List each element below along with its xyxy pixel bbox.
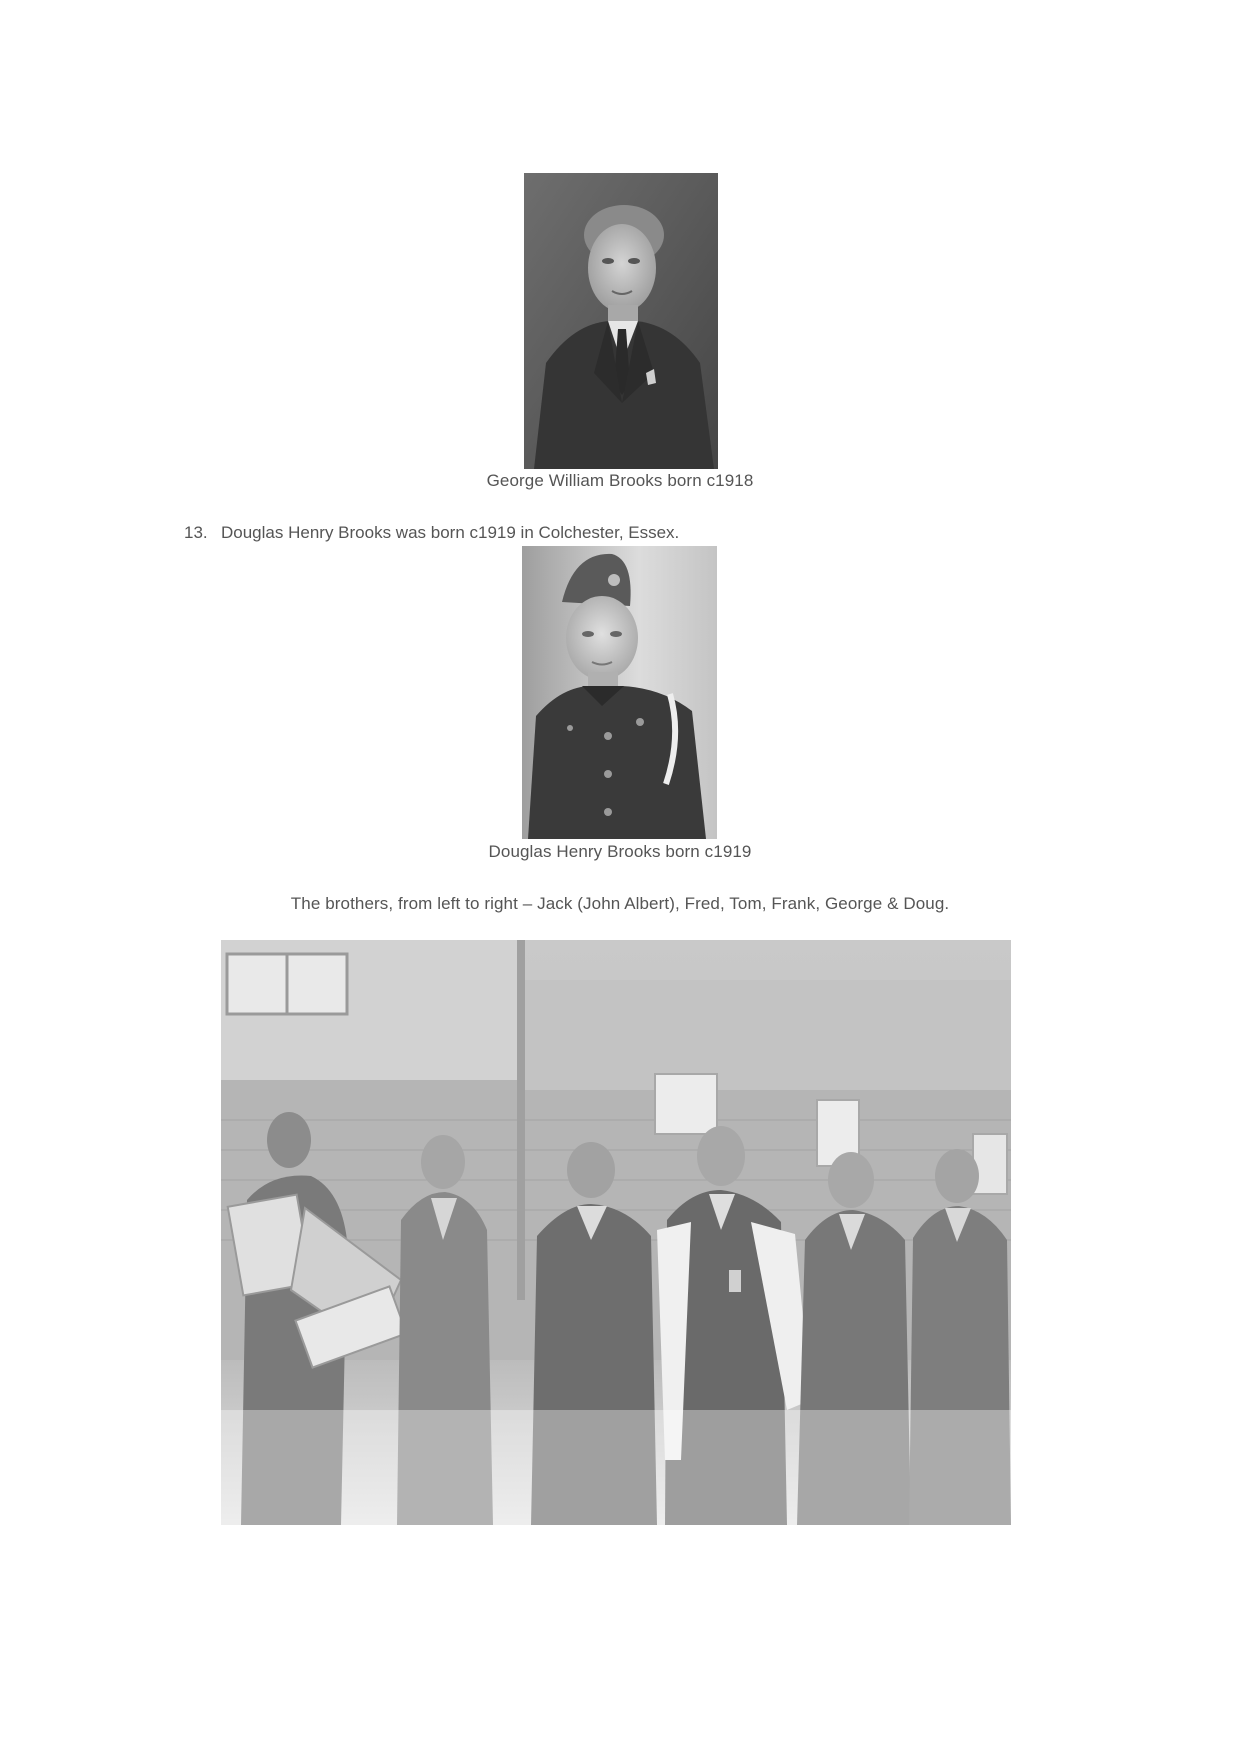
photo-brothers-group <box>221 940 1011 1525</box>
list-item-text: Douglas Henry Brooks was born c1919 in Colchester, Essex. <box>221 523 680 542</box>
caption-brothers: The brothers, from left to right – Jack (John Albert), Fred, Tom, Frank, George & Doug. <box>290 894 950 913</box>
photo-douglas-henry-brooks <box>522 546 717 839</box>
caption-george: George William Brooks born c1918 <box>486 471 754 490</box>
list-item-douglas <box>184 523 679 543</box>
photo-george-william-brooks <box>524 173 718 469</box>
caption-douglas: Douglas Henry Brooks born c1919 <box>488 842 752 861</box>
list-item-number: 13. <box>184 523 208 542</box>
